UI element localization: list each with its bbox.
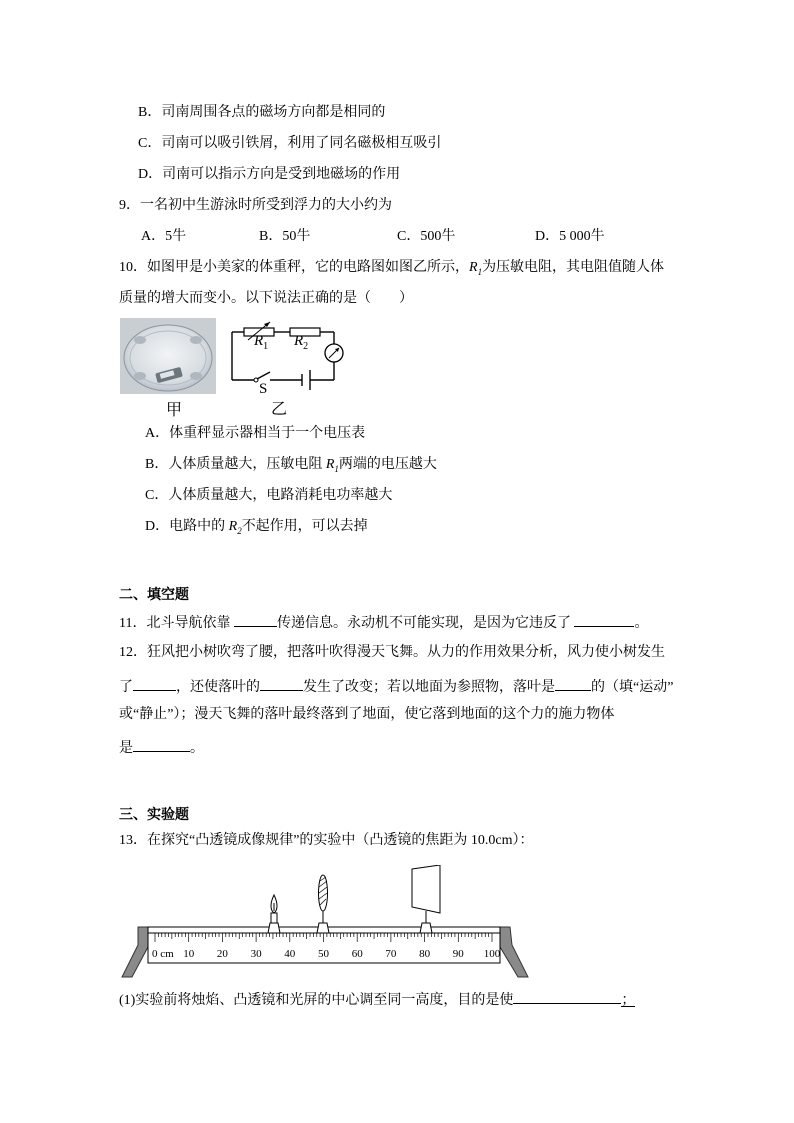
r2-subscript: 2 [237,525,242,536]
ruler-label: 20 [216,948,228,960]
q8-option-b: B．司南周围各点的磁场方向都是相同的 [138,105,386,120]
q11-blank-2[interactable] [574,611,634,627]
q12-text-5: 是 [119,741,133,756]
q12-line4 [119,736,204,759]
q10-stem-line1 [119,258,664,282]
r1-subscript: 1 [477,266,483,277]
q9-option-c: C．500牛 [397,229,456,244]
switch-icon [257,372,270,379]
ruler-label: 90 [452,948,464,960]
r2-label-subscript: 2 [303,341,309,352]
section-experiment-title: 三、实验题 [119,808,189,823]
q12-text-4: 的（填“运动” [591,680,674,695]
r1-symbol: R [325,457,335,472]
q10-option-d [145,517,368,541]
q8-option-d: D．司南可以指示方向是受到地磁场的作用 [138,167,401,182]
q12-line2 [119,675,673,698]
q13-stem: 13．在探究“凸透镜成像规律”的实验中（凸透镜的焦距为 10.0cm）： [119,833,534,848]
q10-option-c: C．人体质量越大，电路消耗电功率越大 [145,488,393,503]
q12-text-2: ，还使落叶的 [176,680,260,695]
r1-subscript: 1 [334,463,339,474]
q11-blank-1[interactable] [234,611,277,627]
q10-option-b [145,455,437,479]
r2-label-symbol: R [294,333,304,349]
section-fill-in-title: 二、填空题 [119,588,189,603]
q12-text-1: 了 [119,680,133,695]
q10-option-b-text: B．人体质量越大，压敏电阻 [145,457,326,472]
q12-blank-2[interactable] [260,675,303,691]
q10-option-a: A．体重秤显示器相当于一个电压表 [145,426,366,441]
q11-stem [119,611,648,634]
ruler-label: 100 [483,948,501,960]
r2-label [294,333,308,352]
r1-symbol: R [469,260,478,275]
fig-yi-label: 乙 [271,401,288,418]
q13-blank-1[interactable] [513,988,621,1004]
ruler-label: 0 cm [152,948,174,960]
ruler-label: 50 [318,948,329,960]
q12-text-6: 。 [190,741,204,756]
candle-icon [268,895,280,933]
q13-sub1-end: ； [621,993,636,1008]
ruler-label: 80 [419,948,431,960]
q9-option-a: A．5牛 [141,229,187,244]
ruler-label: 10 [183,948,195,960]
r1-label [254,333,268,352]
q9-option-d: D．5 000牛 [535,229,605,244]
q12-blank-3[interactable] [555,675,591,691]
fig-jia-label: 甲 [166,402,183,419]
q11-text-1: 11．北斗导航依靠 [119,616,234,631]
light-screen-icon [412,865,440,933]
scale-photo [120,318,216,394]
q11-text-3: 。 [634,616,649,631]
q10-option-b-text-2: 两端的电压越大 [338,457,437,472]
r1-label-subscript: 1 [263,341,269,352]
ruler-label: 70 [385,948,397,960]
q12-blank-1[interactable] [133,675,176,691]
ruler-label: 40 [284,948,296,960]
circuit-diagram [224,320,352,400]
q10-stem-text-2: 为压敏电阻，其电阻值随人体 [482,260,665,275]
q12-blank-4[interactable] [133,736,190,752]
q13-sub1-text: (1)实验前将烛焰、凸透镜和光屏的中心调至同一高度，目的是使 [119,993,514,1008]
q13-sub1 [119,988,635,1011]
r1-label-symbol: R [254,333,264,349]
q12-text-3: 发生了改变；若以地面为参照物，落叶是 [303,680,555,695]
q12-line1: 12．狂风把小树吹弯了腰，把落叶吹得漫天飞舞。从力的作用效果分析，风力使小树发生 [119,645,665,660]
q10-stem-text: 10．如图甲是小美家的体重秤，它的电路图如图乙所示， [119,260,469,275]
right-support [500,927,528,977]
q10-stem-line2: 质量的增大而变小。以下说法正确的是（ ） [119,291,413,306]
optical-bench-diagram [120,865,530,980]
q12-line3: 或“静止”）；漫天飞舞的落叶最终落到了地面，使它落到地面的这个力的施力物体 [119,707,615,722]
r2-symbol: R [228,519,238,534]
q9-option-b: B．50牛 [259,229,311,244]
q9-stem: 9．一名初中生游泳时所受到浮力的大小约为 [119,198,392,213]
switch-label: S [259,381,268,397]
ruler-label: 60 [351,948,363,960]
q10-option-d-text-2: 不起作用，可以去掉 [241,519,368,534]
q8-option-c: C．司南可以吸引铁屑，利用了同名磁极相互吸引 [138,136,442,151]
q10-option-d-text: D．电路中的 [145,519,229,534]
ruler-label: 30 [250,948,262,960]
left-support [122,927,148,977]
convex-lens-icon [317,875,329,933]
q11-text-2: 传递信息。永动机不可能实现，是因为它违反了 [276,616,575,631]
